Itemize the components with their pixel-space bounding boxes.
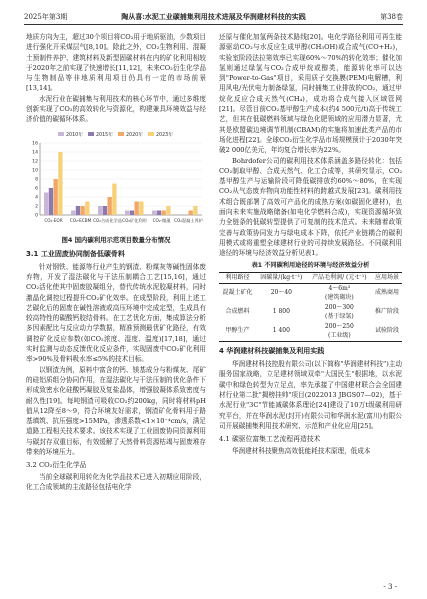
bar <box>112 183 116 215</box>
bar <box>44 192 48 215</box>
bar <box>103 206 107 215</box>
table-row <box>219 284 402 304</box>
x-tick-label: CO₂-微藻 <box>152 217 171 223</box>
bar <box>162 210 166 215</box>
journal-volume: 第38卷 <box>380 13 403 21</box>
x-tick-label: CO₂-EOR <box>44 217 63 223</box>
y-tick-label: 6 <box>35 186 38 192</box>
chart-svg <box>26 129 206 233</box>
y-tick-label: 12 <box>32 159 38 165</box>
section-heading: 4.1 碳驱位富集工艺流程再造技术 <box>219 435 321 444</box>
bar <box>125 210 129 215</box>
table-cell: 200～300 (基于绿氢) <box>324 304 354 320</box>
table-cell: 甲醇生产 <box>219 322 256 342</box>
table-header-cell: 利用路径 <box>219 272 256 284</box>
paragraph: 华润建材科技控股有限公司(以下简称"华润建材科技")主动服务国家战略，立足建材领域双牵"大国民生"根据地，以水泥碳中和绿色转型为立足点，率先承接了中国建材联合会全国建材行业第二批"揭榜挂帅"项目(2022013 JBGS07—02)，基于水泥行业"3C"节能减碳体系理论[24]建设了10万t级碳利用研究平台，并在华润水泥(封开)有限公司和华润水泥(富川)有限公司开展碳捕集利用技术研究、示范和产业化应用[25]。 <box>219 360 402 430</box>
section-heading: 3.1 工业固废协同制备低碳骨料 <box>26 249 125 258</box>
table-row <box>219 322 402 342</box>
table-cell: 混凝土矿化 <box>222 289 253 297</box>
table-header-cell: 产品毛利润/ (元·t⁻¹) <box>307 272 372 284</box>
table-header-cell: 应用场景 <box>372 272 402 284</box>
table-caption: 表1 不同碳利用途径的环境与经济效益分析 <box>251 261 370 269</box>
paragraph: 还原与催化加氢两条技术路线[20]。电化学路径利用可再生能源驱动CO₂与水反应生成甲醇(CH₃OH)或合成气(CO+H₂)，实验室阶段法拉第效率已实现60%～70%的转化效率；催化加氢则通过绿氢与CO₂合成甲烷或醇类，能源转化率可以达到"Power-to-Gas"项目，采用质子交换膜(PEM)电解槽，利用风电/光伏电力制备绿氢，同时捕集工业排放的CO₂，通过甲烷化反应合成天然气(CH₄)，成功将合成气接入区域管网[21]。尽管目前CO₂基甲醇生产成本(约4 500元/t)高于传统工艺，但其在低碳燃料领域与绿色化肥领域的应用潜力显著，尤其是欧盟碳边境调节机制(CBAM)的实施将加速此类产品的市场化进程[22]。全球CO₂衍生化学品市场规模预计于2030年突破2 000亿美元，年均复合增长率为22%。 <box>219 33 402 155</box>
right-column <box>219 32 402 456</box>
bar <box>193 206 197 215</box>
paragraph: 当前全球碳利用转化为化学品技术已进入初期应用阶段，化工合成领域的主流路径包括电化学 <box>26 472 206 492</box>
x-tick-label: CO₂矿化利用 <box>122 217 147 223</box>
figure-caption: 图4 国内碳利用示范项目数量分布情况 <box>61 235 171 244</box>
paragraph: 针对钢铁、能源等行业产生的钢渣、粉煤灰等碱性固体废弃物，开发了湿法碳化与干法压制耦合工艺[15,16]，通过CO₂活化使其中固废胶凝组分，替代传统水泥胶凝材料，同时激晶化调控过程提升CO₂矿化效率。在成型阶段，利用上述工艺碳化后的固废在碱性溶液或高压环境中完成定型，生成具有较高特性的碳酸钙胶结骨料。在工艺优化方面，集成算法分析多因素配比与反应动力学数据，精准预测最优矿化路径，有效调控矿化反应参数(如CO₂浓度、湿度、温度)[17,18]，通过实时监测与动态反馈优化反应条件，实现固废中CO₂矿化利用率>90%及骨料吸水率≤5%的技术目标。 <box>26 262 206 364</box>
legend-label: 2010年 <box>66 132 84 138</box>
y-tick-label: 16 <box>32 141 38 147</box>
y-tick-label: 8 <box>35 177 38 183</box>
bar <box>189 210 193 215</box>
table-row <box>219 303 402 322</box>
bar <box>152 210 156 215</box>
paragraph: 以钢渣为例，原料中富含的钙、镁基成分与粉煤灰、尾矿的硅铝质组分协同作用，在湿法碳化与干法压制的优化条件下形成致密水化硅酸钙凝胶及复盐晶体，增强胶凝体系致密度与耐久性[19]。每吨钢渣可吸收CO₂约200kg，同时将材料pH值从12降至8～9，符合环境友好需求，钢渣矿化骨料用于路基填筑、抗压强度>15MPa，渗透系数<1×10⁻⁴cm/s，满足道路工程相关技术要求。该技术实现了工业固废协同资源利用与碳封存双重目标，有效缓解了天然骨料资源枯竭与固废堆存带来的环境压力。 <box>26 365 206 457</box>
bar <box>58 152 62 215</box>
running-header <box>24 10 403 25</box>
legend-label: 2015年 <box>96 132 114 138</box>
table-cell: 1 400 <box>256 322 307 342</box>
paragraph: 华润建材科技聚焦高效低能耗技术原理，低成本 <box>232 446 371 455</box>
x-tick-label: CO₂-ECBM <box>69 217 92 223</box>
legend-swatch <box>118 132 124 136</box>
bar <box>54 179 58 215</box>
table-cell: 推广阶段 <box>374 308 399 316</box>
page-number: - 3 - <box>383 583 397 591</box>
bar <box>166 206 170 215</box>
data-table <box>219 272 402 343</box>
table-cell: 试验阶段 <box>372 322 402 342</box>
table-cell: 1 800 <box>272 308 290 316</box>
bar <box>49 188 53 215</box>
y-tick-label: 10 <box>32 168 38 174</box>
y-tick-label: 0 <box>35 213 38 219</box>
table-cell: 20～40 <box>270 289 292 297</box>
bar <box>135 201 139 215</box>
x-tick-label: CO₂合成化学品 <box>93 217 122 223</box>
table-header-cell: 固碳量/(kg·t⁻¹) <box>256 272 307 284</box>
legend-swatch <box>58 132 64 136</box>
bar <box>71 210 75 215</box>
journal-issue: 2025年第3期 <box>24 13 68 21</box>
legend-swatch <box>88 132 94 136</box>
table-cell: 200～250 (工业级) <box>307 322 372 342</box>
bar <box>130 210 134 215</box>
bar <box>81 206 85 215</box>
bar <box>85 201 89 215</box>
paragraph: Bohrdofer公司的碳利用技术体系涵盖多路径转化：包括CO₂制取甲醇、合成天然气、化工合成等，其研究显示，CO₂基甲醇生产与运输阶段可降低碳排放约60%～80%，在实现CO₂从气态废弃物向功能性材料的跨越式发展[23]。碳利用技术组合既部署了高效可产品化的成热方案(如碳固化建材)，也面向未来实施战略储备(如电化学燃料合成)，实现资源循环致力全链条的低碳转型提供了可复制的技术范式。未来随着政策完善与政策协同发力与绿电成本下降，依托产业链耦合的碳利用模式或将重塑全球建材行业的可持续发展路径。不同碳利用途径的环境与经济效益分析见表1。 <box>219 156 402 258</box>
x-tick-label: CO₂混凝土养护 <box>174 217 203 223</box>
y-tick-label: 14 <box>32 150 38 156</box>
bar <box>76 206 80 215</box>
paragraph: 水泥行业在碳捕集与利用技术的核心环节中，通过多维度创新实现了CO₂的高效转化与资源化，构建兼具环境效益与经济价值的碳循环体系。 <box>26 94 206 124</box>
left-column <box>26 32 206 492</box>
article-title-header: 陶从喜:水泥工业碳捕集利用技术进展及华润建材科技的实践 <box>121 12 306 21</box>
bar <box>108 197 112 215</box>
legend-label: 2020年 <box>126 132 144 138</box>
table-cell: 合成燃料 <box>225 308 250 316</box>
section-heading: 4 华润建材科技碳捕集及利用实践 <box>219 347 325 356</box>
y-tick-label: 2 <box>35 204 38 210</box>
legend-label: 2023年 <box>156 132 174 138</box>
paragraph: 地质方向为主，超过30个项目将CO₂用于地质驱油，少数项目进行强化开采煤层气[8,10]。除此之外，CO₂生物利用、混凝土预制件养护、建筑材料及新型固碳材料在内的矿化利用相较于2020年之前实现了快速增长[11,12]，未来CO₂衍生化学品与生物制品等非地质利用项目仍具有一定的市场前景[13,14]。 <box>26 33 206 93</box>
legend-swatch <box>148 132 154 136</box>
y-tick-label: 4 <box>35 195 38 201</box>
table-cell: 4～6m³ (建筑砌块) <box>325 285 354 301</box>
table-header-row <box>219 272 402 284</box>
bar <box>139 201 143 215</box>
section-heading: 3.2 CO₂衍生化学品 <box>26 461 87 470</box>
table-cell: 成熟商用 <box>374 289 399 297</box>
bar <box>98 206 102 215</box>
bar <box>157 210 161 215</box>
bar-chart <box>26 129 206 233</box>
